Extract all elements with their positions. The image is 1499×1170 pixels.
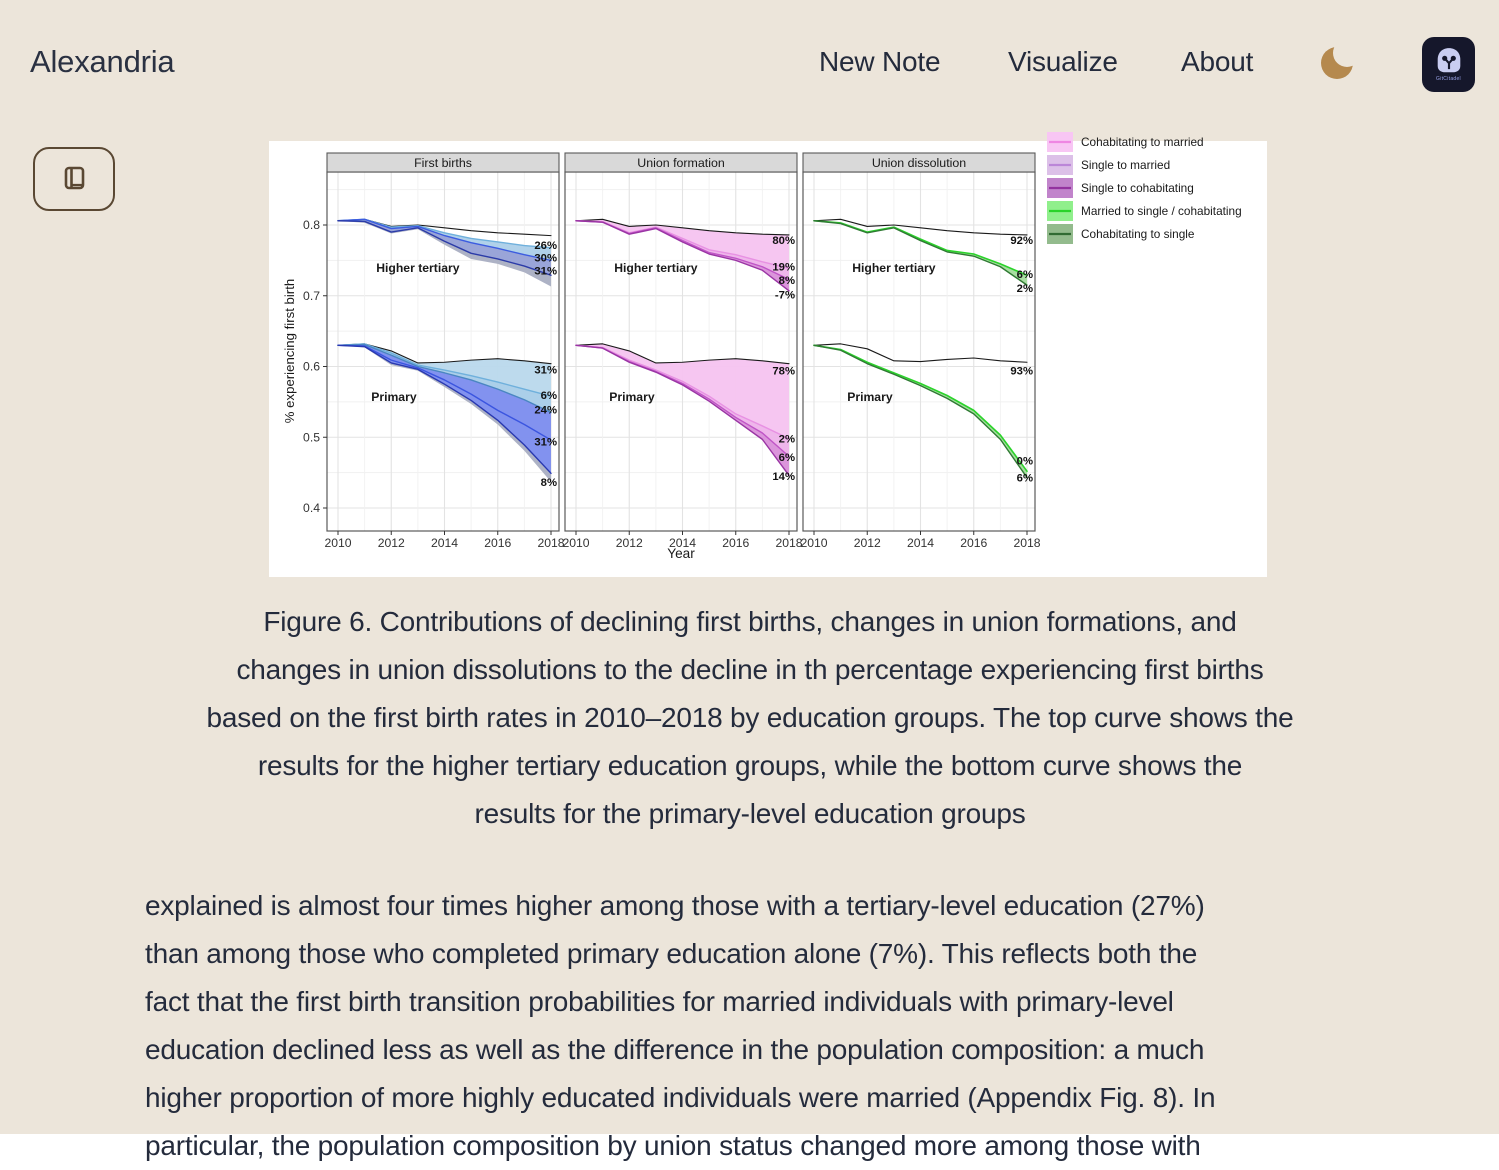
svg-text:2018: 2018 bbox=[1013, 536, 1041, 550]
crescent-moon-icon bbox=[1318, 40, 1360, 82]
text-line: based on the first birth rates in 2010–2018 by education groups. The top curve shows the bbox=[206, 702, 1294, 733]
svg-text:31%: 31% bbox=[534, 364, 557, 377]
svg-text:2010: 2010 bbox=[324, 536, 352, 550]
svg-text:2012: 2012 bbox=[615, 536, 643, 550]
svg-text:Cohabitating to married: Cohabitating to married bbox=[1081, 135, 1204, 150]
svg-text:8%: 8% bbox=[778, 275, 795, 288]
text-line: particular, the population composition by union status changed more among those with bbox=[145, 1130, 1201, 1161]
svg-text:6%: 6% bbox=[540, 389, 557, 402]
svg-text:24%: 24% bbox=[534, 404, 557, 417]
text-line: fact that the first birth transition probabilities for married individuals with primary-level bbox=[145, 986, 1174, 1017]
svg-text:Single to cohabitating: Single to cohabitating bbox=[1081, 181, 1194, 196]
svg-text:Cohabitating to single: Cohabitating to single bbox=[1081, 227, 1195, 242]
app-title: Alexandria bbox=[30, 44, 175, 79]
svg-text:0%: 0% bbox=[1016, 455, 1033, 468]
svg-text:0.5: 0.5 bbox=[303, 430, 320, 445]
text-line: education declined less as well as the difference in the population composition: a much bbox=[145, 1034, 1205, 1065]
text-line: results for the higher tertiary education groups, while the bottom curve shows the bbox=[257, 750, 1243, 781]
svg-text:Union formation: Union formation bbox=[637, 155, 725, 170]
svg-text:6%: 6% bbox=[778, 452, 795, 465]
svg-text:14%: 14% bbox=[772, 471, 795, 484]
svg-text:Higher tertiary: Higher tertiary bbox=[614, 261, 698, 276]
svg-text:31%: 31% bbox=[534, 265, 557, 278]
svg-text:2016: 2016 bbox=[484, 536, 512, 550]
svg-text:80%: 80% bbox=[772, 234, 795, 247]
text-line: changes in union dissolutions to the decline in th percentage experiencing first births bbox=[236, 654, 1264, 685]
logo-text: GitCitadel bbox=[1436, 76, 1461, 82]
text-line: explained is almost four times higher among those with a tertiary-level education (27%) bbox=[145, 890, 1205, 921]
svg-text:2016: 2016 bbox=[960, 536, 988, 550]
svg-text:78%: 78% bbox=[772, 365, 795, 378]
reader-mode-button[interactable] bbox=[33, 147, 115, 211]
svg-text:2012: 2012 bbox=[377, 536, 405, 550]
svg-text:92%: 92% bbox=[1010, 234, 1033, 247]
svg-text:2016: 2016 bbox=[722, 536, 750, 550]
svg-text:0.6: 0.6 bbox=[303, 359, 320, 374]
svg-text:6%: 6% bbox=[1016, 268, 1033, 281]
svg-text:2%: 2% bbox=[1016, 282, 1033, 295]
svg-text:First births: First births bbox=[414, 155, 472, 170]
svg-text:Higher tertiary: Higher tertiary bbox=[852, 261, 936, 276]
svg-text:2018: 2018 bbox=[775, 536, 803, 550]
svg-text:Primary: Primary bbox=[371, 389, 417, 404]
svg-text:2014: 2014 bbox=[906, 536, 935, 550]
svg-text:30%: 30% bbox=[534, 252, 557, 265]
svg-text:0.8: 0.8 bbox=[303, 218, 320, 233]
svg-text:0.4: 0.4 bbox=[303, 501, 320, 516]
svg-text:2014: 2014 bbox=[430, 536, 459, 550]
svg-text:2010: 2010 bbox=[562, 536, 590, 550]
svg-text:Union dissolution: Union dissolution bbox=[871, 155, 967, 170]
svg-text:Primary: Primary bbox=[847, 389, 893, 404]
text-line: results for the primary-level education groups bbox=[474, 798, 1026, 829]
figure-image bbox=[269, 135, 1267, 577]
svg-text:Married to single / cohabitati: Married to single / cohabitating bbox=[1081, 204, 1242, 219]
gitcitadel-logo[interactable] bbox=[1422, 37, 1475, 92]
nav-visualize[interactable]: Visualize bbox=[1008, 46, 1118, 77]
svg-text:6%: 6% bbox=[1016, 472, 1033, 485]
text-line: higher proportion of more highly educated individuals were married (Appendix Fig. 8). In bbox=[145, 1082, 1216, 1113]
svg-text:19%: 19% bbox=[772, 261, 795, 274]
figure-caption bbox=[100, 598, 1400, 838]
gitcitadel-shield-icon bbox=[1436, 47, 1462, 75]
svg-text:2%: 2% bbox=[778, 433, 795, 446]
decomposition-chart bbox=[269, 135, 1267, 577]
svg-text:2010: 2010 bbox=[800, 536, 828, 550]
svg-text:Higher tertiary: Higher tertiary bbox=[376, 261, 460, 276]
svg-text:93%: 93% bbox=[1010, 365, 1033, 378]
svg-text:26%: 26% bbox=[534, 239, 557, 252]
nav-new-note[interactable]: New Note bbox=[819, 46, 941, 77]
book-icon bbox=[56, 161, 92, 197]
svg-text:-7%: -7% bbox=[774, 289, 795, 302]
svg-text:2018: 2018 bbox=[537, 536, 565, 550]
svg-text:2012: 2012 bbox=[853, 536, 881, 550]
svg-text:Single to married: Single to married bbox=[1081, 158, 1171, 173]
svg-text:2014: 2014 bbox=[668, 536, 697, 550]
text-line: than among those who completed primary education alone (7%). This reflects both the bbox=[145, 938, 1198, 969]
dark-mode-toggle[interactable] bbox=[1318, 40, 1360, 82]
svg-text:% experiencing first birth: % experiencing first birth bbox=[282, 278, 297, 424]
svg-text:0.7: 0.7 bbox=[303, 288, 320, 303]
article-body bbox=[145, 882, 1455, 1170]
svg-text:Year: Year bbox=[667, 546, 695, 561]
svg-text:8%: 8% bbox=[540, 476, 557, 489]
svg-text:Primary: Primary bbox=[609, 389, 655, 404]
svg-text:31%: 31% bbox=[534, 436, 557, 449]
nav-about[interactable]: About bbox=[1181, 46, 1254, 77]
text-line: Figure 6. Contributions of declining first births, changes in union formations, and bbox=[263, 606, 1237, 637]
